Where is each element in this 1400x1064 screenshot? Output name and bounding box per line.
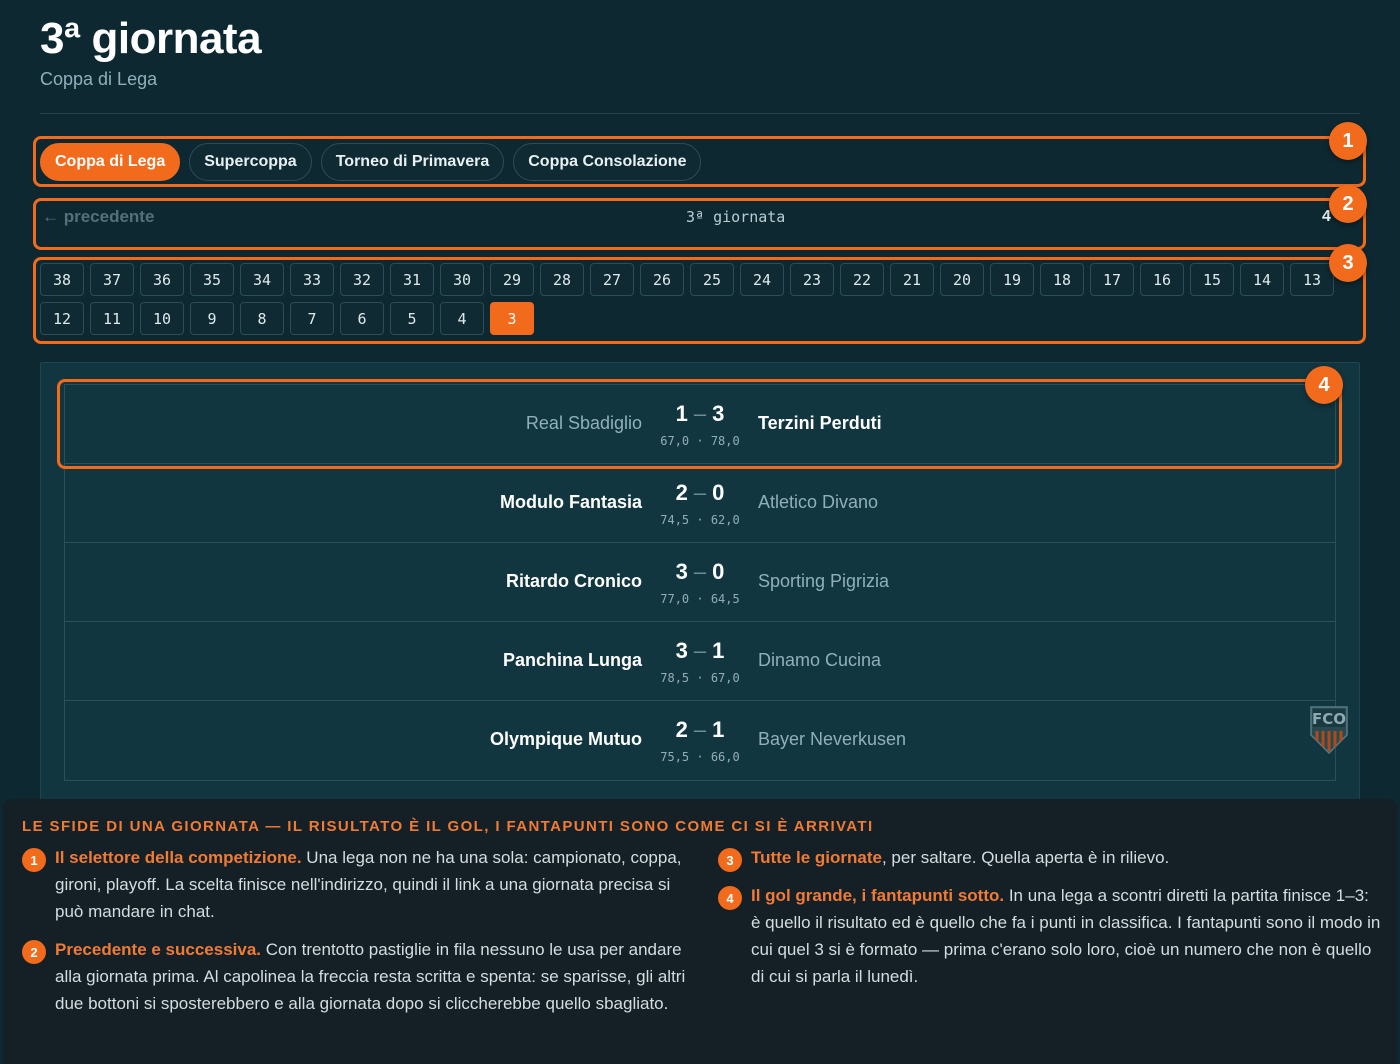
round-pill-10[interactable]: 10 <box>140 302 184 335</box>
home-team: Olympique Mutuo <box>490 729 642 749</box>
page-subtitle: Coppa di Lega <box>40 69 158 89</box>
svg-text:FCO: FCO <box>1311 710 1347 728</box>
round-pill-31[interactable]: 31 <box>390 263 434 296</box>
round-pill-34[interactable]: 34 <box>240 263 284 296</box>
note-badge-1: 1 <box>22 848 46 872</box>
page-title: 3ª giornata <box>40 14 262 63</box>
callout-badge-3: 3 <box>1329 244 1367 282</box>
fantasy-points: 67,0 · 78,0 <box>660 434 740 448</box>
fantasy-points: 74,5 · 62,0 <box>660 513 740 527</box>
round-pill-22[interactable]: 22 <box>840 263 884 296</box>
round-pill-12[interactable]: 12 <box>40 302 84 335</box>
away-team: Sporting Pigrizia <box>758 571 890 591</box>
round-pill-36[interactable]: 36 <box>140 263 184 296</box>
tab-torneo-di-primavera[interactable]: Torneo di Primavera <box>321 143 505 181</box>
callout-badge-1: 1 <box>1329 122 1367 160</box>
note-3-text: , per saltare. Quella aperta è in rilievo. <box>881 848 1170 867</box>
score-dash: – <box>693 638 707 663</box>
home-goals: 1 <box>675 401 688 426</box>
match-row[interactable] <box>65 464 1335 543</box>
away-team: Bayer Neverkusen <box>758 729 907 749</box>
away-goals: 0 <box>712 480 725 505</box>
round-pill-15[interactable]: 15 <box>1190 263 1234 296</box>
score-dash: – <box>693 559 707 584</box>
round-pill-25[interactable]: 25 <box>690 263 734 296</box>
away-goals: 1 <box>712 638 725 663</box>
round-pill-38[interactable]: 38 <box>40 263 84 296</box>
home-team: Modulo Fantasia <box>499 492 642 512</box>
note-1-title: Il selettore della competizione. <box>55 848 302 867</box>
note-1 <box>55 844 695 925</box>
round-pill-30[interactable]: 30 <box>440 263 484 296</box>
home-goals: 2 <box>675 717 688 742</box>
round-pill-37[interactable]: 37 <box>90 263 134 296</box>
match-row[interactable] <box>65 622 1335 701</box>
note-badge-4: 4 <box>718 886 742 910</box>
away-team: Dinamo Cucina <box>758 650 882 670</box>
fantasy-points: 75,5 · 66,0 <box>660 750 740 764</box>
round-pill-7[interactable]: 7 <box>290 302 334 335</box>
fantasy-points: 78,5 · 67,0 <box>660 671 740 685</box>
match-score <box>625 638 775 664</box>
info-heading: LE SFIDE DI UNA GIORNATA — IL RISULTATO È IL GOL, I FANTAPUNTI SONO COME CI SI È ARRIVATI <box>22 818 874 835</box>
score-dash: – <box>693 401 707 426</box>
note-2-text: Con trentotto pastiglie in fila nessuno le usa per andare alla giornata prima. Al capolinea la freccia resta scritta e spenta: se sparisse, gli altri due bottoni si sposterebbero e alla giornata dopo si cliccherebbe quello sbagliato. <box>55 940 686 1013</box>
away-goals: 3 <box>712 401 725 426</box>
home-team: Panchina Lunga <box>502 650 642 670</box>
previous-round-button[interactable]: ← precedente <box>42 207 155 226</box>
round-pill-20[interactable]: 20 <box>940 263 984 296</box>
callout-box-1 <box>33 136 1366 187</box>
home-goals: 3 <box>675 638 688 663</box>
match-row[interactable] <box>65 701 1335 780</box>
callout-badge-2: 2 <box>1329 185 1367 223</box>
note-badge-2: 2 <box>22 940 46 964</box>
home-goals: 2 <box>675 480 688 505</box>
round-pill-19[interactable]: 19 <box>990 263 1034 296</box>
score-dash: – <box>693 717 707 742</box>
next-round-button[interactable]: 4 <box>1322 208 1331 225</box>
tab-coppa-consolazione[interactable]: Coppa Consolazione <box>513 143 701 181</box>
round-pill-35[interactable]: 35 <box>190 263 234 296</box>
round-pill-23[interactable]: 23 <box>790 263 834 296</box>
note-3 <box>751 844 1381 871</box>
callout-box-2 <box>33 198 1366 250</box>
round-pill-28[interactable]: 28 <box>540 263 584 296</box>
round-pill-6[interactable]: 6 <box>340 302 384 335</box>
note-badge-3: 3 <box>718 848 742 872</box>
round-pill-24[interactable]: 24 <box>740 263 784 296</box>
fco-logo-icon <box>1309 705 1349 755</box>
round-pill-4[interactable]: 4 <box>440 302 484 335</box>
round-pill-11[interactable]: 11 <box>90 302 134 335</box>
round-pill-3[interactable]: 3 <box>490 302 534 335</box>
round-pill-16[interactable]: 16 <box>1140 263 1184 296</box>
home-goals: 3 <box>675 559 688 584</box>
divider <box>40 113 1360 114</box>
round-pill-18[interactable]: 18 <box>1040 263 1084 296</box>
callout-box-3 <box>33 257 1366 344</box>
round-pill-32[interactable]: 32 <box>340 263 384 296</box>
callout-badge-4: 4 <box>1305 366 1343 404</box>
tab-supercoppa[interactable]: Supercoppa <box>189 143 311 181</box>
note-2-title: Precedente e successiva. <box>55 940 262 959</box>
round-pill-33[interactable]: 33 <box>290 263 334 296</box>
match-row[interactable] <box>65 543 1335 622</box>
note-3-title: Tutte le giornate <box>751 848 882 867</box>
away-goals: 1 <box>712 717 725 742</box>
round-pill-14[interactable]: 14 <box>1240 263 1284 296</box>
tab-coppa-di-lega[interactable]: Coppa di Lega <box>40 143 180 181</box>
round-nav-title: 3ª giornata <box>686 208 786 226</box>
away-team: Terzini Perduti <box>758 413 882 433</box>
round-pill-27[interactable]: 27 <box>590 263 634 296</box>
round-pill-5[interactable]: 5 <box>390 302 434 335</box>
away-team: Atletico Divano <box>758 492 879 512</box>
round-pill-9[interactable]: 9 <box>190 302 234 335</box>
round-pill-13[interactable]: 13 <box>1290 263 1334 296</box>
note-1-text: Una lega non ne ha una sola: campionato, coppa, gironi, playoff. La scelta finisce nell'indirizzo, quindi il link a una giornata precisa si può mandare in chat. <box>55 848 682 921</box>
round-pill-29[interactable]: 29 <box>490 263 534 296</box>
score-dash: – <box>693 480 707 505</box>
round-pill-21[interactable]: 21 <box>890 263 934 296</box>
match-score <box>625 717 775 743</box>
note-2 <box>55 936 695 1017</box>
round-pill-17[interactable]: 17 <box>1090 263 1134 296</box>
home-team: Ritardo Cronico <box>505 571 642 591</box>
away-goals: 0 <box>712 559 725 584</box>
home-team: Real Sbadiglio <box>525 413 642 433</box>
round-pill-8[interactable]: 8 <box>240 302 284 335</box>
note-4-text: In una lega a scontri diretti la partita finisce 1–3: è quello il risultato ed è quello che fa i punti in classifica. I fantapunti sono il modo in cui quel 3 si è formato — prima c'erano solo loro, cioè un numero che non è quello di cui si parla il lunedì. <box>751 886 1381 986</box>
note-4-title: Il gol grande, i fantapunti sotto. <box>751 886 1005 905</box>
note-4 <box>751 882 1381 990</box>
match-score <box>625 480 775 506</box>
match-score <box>625 559 775 585</box>
fantasy-points: 77,0 · 64,5 <box>660 592 740 606</box>
round-pill-26[interactable]: 26 <box>640 263 684 296</box>
callout-box-4 <box>57 379 1342 469</box>
